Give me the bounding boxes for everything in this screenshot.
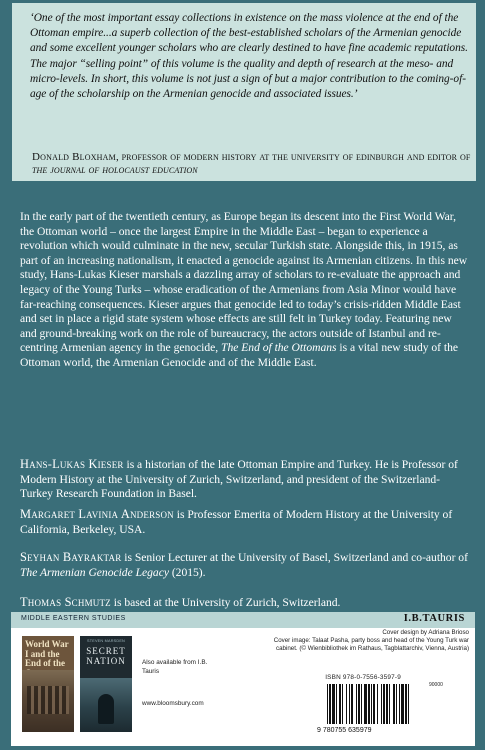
barcode-bar	[396, 684, 397, 724]
barcode-bar	[339, 684, 341, 724]
book-cover-author: STEVEN MARSDEN	[86, 639, 126, 643]
barcode-bar	[401, 684, 404, 724]
barcode-bars	[327, 684, 409, 724]
barcode-bar	[389, 684, 390, 724]
barcode-bar	[393, 684, 395, 724]
related-book-cover-1	[22, 636, 74, 732]
barcode-price-code: 90000	[429, 682, 443, 688]
bio-text: is Senior Lecturer at the University of Basel, Switzerland and co-author of	[121, 551, 468, 564]
barcode-bar	[383, 684, 385, 724]
barcode-number: 9 780755 635979	[317, 727, 372, 734]
barcode-bar	[358, 684, 360, 724]
barcode-bar	[405, 684, 407, 724]
bio-book-title: The Armenian Genocide Legacy	[20, 565, 169, 579]
barcode-bar	[373, 684, 375, 724]
bio-name: Thomas Schmutz	[20, 595, 111, 609]
synopsis-part-2: is a vital new study of the Ottoman world, the Armenian Genocide and of the Middle East.	[20, 341, 458, 369]
series-bar	[11, 612, 475, 628]
quote-author: Donald Bloxham	[32, 151, 116, 163]
cover-image-credit: Cover image: Talaat Pasha, party boss and head of the Young Turk war cabinet. (© Wienbibliothek im Rathaus, Tagblattarchiv, Vienna, Austria)	[273, 637, 469, 653]
review-quote-box	[12, 3, 476, 181]
barcode-bar	[346, 684, 347, 724]
also-available-note: Also available from I.B. Tauris	[142, 659, 208, 675]
review-quote: ‘One of the most important essay collections in existence on the mass violence at the end of the Ottoman empire...a superb collection of the best-established scholars of the Armenian genocide and some excellent younger scholars who are clearly destined to have fine academic reputations. The major “selling point” of this volume is the quality and depth of research at the meso- and micro-levels. In short, this volume is not just a sign of but a major contribution to the coming-of-age of the scholarship on the Armenian genocide and associated issues.’	[30, 12, 468, 101]
related-book-cover-2	[80, 636, 132, 732]
barcode-bar	[349, 684, 350, 724]
barcode-bar	[351, 684, 353, 724]
bio-schmutz	[20, 595, 470, 611]
barcode-bar	[336, 684, 337, 724]
barcode-bar	[399, 684, 400, 724]
cover-credits	[259, 629, 469, 654]
publisher-logo: I.B.TAURIS	[403, 613, 465, 624]
synopsis	[20, 210, 470, 371]
barcode-bar	[408, 684, 409, 724]
book-cover-title: World War I and the End of the	[25, 639, 69, 668]
bio-anderson	[20, 507, 470, 537]
bio-name: Hans-Lukas Kieser	[20, 457, 124, 471]
synopsis-part-1: In the early part of the twentieth century, as Europe began its descent into the First World War, the Ottoman world – once the largest Empire in the Middle East – began to experience a revolution which would culminate in the new, secular Turkish state. Alongside this, in 1915, as part of an increasing nationalism, it enacted a genocide against its Armenian citizens. In this new study, Hans-Lukas Kieser marshals a dazzling array of scholars to re-evaluate the approach and legacy of the Young Turks – whose eradication of the Armenians from Asia Minor would have far-reaching consequences. Kieser argues that genocide led to today’s crisis-ridden Middle East and set in place a rigid state system whose effects are still felt in Turkey today. Featuring new and ground-breaking work on the role of bureaucracy, the actors outside of Istanbul and re-centring Armenian agency in the genocide,	[20, 210, 468, 355]
synopsis-book-title: The End of the Ottomans	[221, 341, 337, 355]
barcode-bar	[371, 684, 372, 724]
publisher-website: www.bloomsbury.com	[142, 700, 204, 707]
book-cover-title: SECRET NATION	[86, 646, 126, 666]
isbn: ISBN 978-0-7556-3597-9	[325, 674, 401, 681]
barcode-bar	[342, 684, 343, 724]
barcode-bar	[386, 684, 388, 724]
bio-text: is based at the University of Zurich, Switzerland.	[110, 596, 341, 609]
bio-text: is a historian of the late Ottoman Empire and Turkey. He is Professor of Modern History at the University of Zurich, Switzerland, and president of the Switzerland-Turkey Research Foundation in Basel.	[20, 458, 458, 501]
cover-design-credit: Cover design by Adriana Brioso	[382, 629, 469, 636]
book-cover-figure	[98, 694, 114, 724]
barcode-bar	[368, 684, 370, 724]
quote-author-role: , professor of modern history at the university of edinburgh and editor of	[115, 151, 471, 163]
bio-bayraktar	[20, 550, 470, 580]
barcode-bar	[377, 684, 378, 724]
bio-text-tail: (2015).	[168, 565, 206, 579]
barcode-bar	[356, 684, 357, 724]
barcode-bar	[329, 684, 331, 724]
bio-text: is Professor Emerita of Modern History at the University of California, Berkeley, USA.	[20, 508, 453, 536]
bottom-panel	[11, 628, 475, 746]
quote-journal: the journal of holocaust education	[32, 164, 198, 176]
quote-attribution	[32, 151, 482, 177]
series-label: MIDDLE EASTERN STUDIES	[21, 615, 126, 622]
barcode-bar	[364, 684, 367, 724]
barcode-bar	[381, 684, 382, 724]
bio-name: Seyhan Bayraktar	[20, 550, 122, 564]
barcode-bar	[327, 684, 328, 724]
barcode-bar	[361, 684, 362, 724]
barcode	[313, 684, 463, 734]
bio-name: Margaret Lavinia Anderson	[20, 507, 174, 521]
barcode-bar	[332, 684, 335, 724]
bio-kieser	[20, 457, 470, 502]
book-cover-figures	[27, 686, 69, 714]
